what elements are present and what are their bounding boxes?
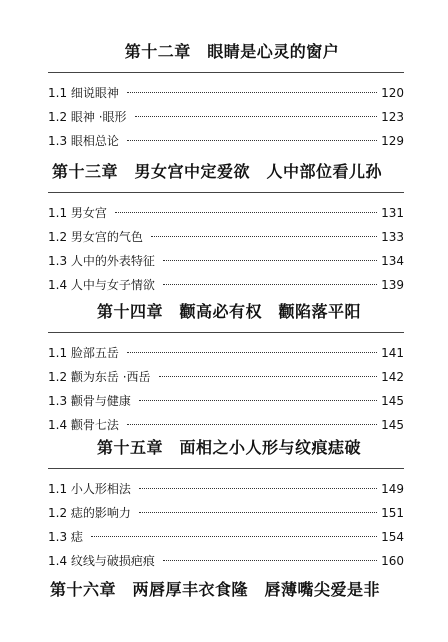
entry-label: 1.1 小人形相法 [48, 482, 131, 496]
leader-dots [135, 116, 378, 117]
divider [48, 468, 404, 469]
entry-page: 120 [381, 86, 404, 100]
toc-entry[interactable] [48, 341, 404, 365]
toc-entry[interactable] [48, 81, 404, 105]
toc-entry[interactable] [48, 477, 404, 501]
entry-label: 1.3 痣 [48, 530, 83, 544]
entry-page: 123 [381, 110, 404, 124]
leader-dots [139, 488, 377, 489]
leader-dots [91, 536, 377, 537]
entry-label: 1.1 脸部五岳 [48, 346, 119, 360]
chapter-title: 第十六章 两唇厚丰衣食隆 唇薄嘴尖爱是非 [50, 580, 381, 599]
leader-dots [127, 140, 377, 141]
leader-dots [163, 260, 377, 261]
entry-page: 145 [381, 418, 404, 432]
entry-page: 141 [381, 346, 404, 360]
entry-page: 134 [381, 254, 404, 268]
entry-label: 1.1 细说眼神 [48, 86, 119, 100]
toc-entry[interactable] [48, 365, 404, 389]
entry-label: 1.1 男女宫 [48, 206, 107, 220]
leader-dots [139, 400, 377, 401]
entry-page: 133 [381, 230, 404, 244]
leader-dots [163, 284, 377, 285]
entry-label: 1.2 眼神 ·眼形 [48, 110, 127, 124]
toc-entry[interactable] [48, 249, 404, 273]
entry-page: 151 [381, 506, 404, 520]
toc-entry[interactable] [48, 525, 404, 549]
toc-entry[interactable] [48, 549, 404, 573]
entry-page: 149 [381, 482, 404, 496]
divider [48, 192, 404, 193]
entry-label: 1.4 人中与女子情欲 [48, 278, 155, 292]
entry-label: 1.3 颧骨与健康 [48, 394, 131, 408]
toc-entry[interactable] [48, 501, 404, 525]
entry-page: 145 [381, 394, 404, 408]
leader-dots [151, 236, 377, 237]
leader-dots [127, 92, 377, 93]
chapter-15 [0, 438, 448, 573]
chapter-16 [0, 580, 448, 600]
entry-label: 1.2 男女宫的气色 [48, 230, 143, 244]
chapter-title: 第十三章 男女宫中定爱欲 人中部位看儿孙 [52, 162, 383, 181]
toc-entry[interactable] [48, 105, 404, 129]
entry-page: 129 [381, 134, 404, 148]
entry-label: 1.2 颧为东岳 ·西岳 [48, 370, 151, 384]
entry-page: 131 [381, 206, 404, 220]
chapter-14 [0, 302, 448, 437]
entry-page: 154 [381, 530, 404, 544]
toc-entry[interactable] [48, 201, 404, 225]
toc-entry[interactable] [48, 129, 404, 153]
divider [48, 72, 404, 73]
entry-label: 1.4 颧骨七法 [48, 418, 119, 432]
leader-dots [127, 352, 377, 353]
entry-page: 160 [381, 554, 404, 568]
entry-label: 1.4 纹线与破损疤痕 [48, 554, 155, 568]
entry-page: 139 [381, 278, 404, 292]
chapter-title: 第十二章 眼睛是心灵的窗户 [124, 42, 340, 61]
chapter-title: 第十四章 颧高必有权 颧陷落平阳 [96, 302, 361, 321]
chapter-title: 第十五章 面相之小人形与纹痕痣破 [96, 438, 361, 457]
entry-page: 142 [381, 370, 404, 384]
leader-dots [127, 424, 377, 425]
toc-entry[interactable] [48, 273, 404, 297]
leader-dots [159, 376, 378, 377]
chapter-13 [0, 162, 448, 297]
entry-label: 1.3 眼相总论 [48, 134, 119, 148]
chapter-12 [0, 42, 448, 153]
entry-label: 1.3 人中的外表特征 [48, 254, 155, 268]
toc-entry[interactable] [48, 389, 404, 413]
leader-dots [163, 560, 377, 561]
entry-label: 1.2 痣的影响力 [48, 506, 131, 520]
divider [48, 332, 404, 333]
leader-dots [115, 212, 377, 213]
leader-dots [139, 512, 377, 513]
toc-entry[interactable] [48, 413, 404, 437]
toc-entry[interactable] [48, 225, 404, 249]
